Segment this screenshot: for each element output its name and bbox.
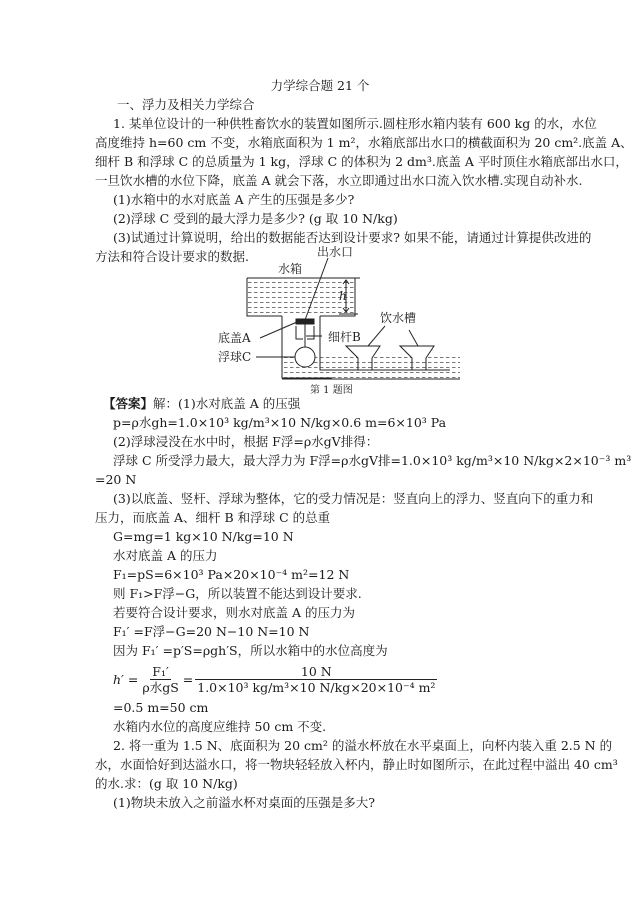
answer-line: 浮球 C 所受浮力最大，最大浮力为 F浮=ρ水gV排=1.0×10³ kg/m³×10 N/kg×2×10⁻³ m³ <box>113 453 632 468</box>
q2-text-line: 水，水面恰好到达溢水口，将一物块轻轻放入杯内，静止时如图所示，在此过程中溢出 40 cm³ <box>95 757 618 772</box>
q1-subquestion-1: (1)水箱中的水对底盖 A 产生的压强是多少? <box>113 192 355 207</box>
label-trough: 饮水槽 <box>380 311 417 325</box>
answer-line: (2)浮球浸没在水中时，根据 F浮=ρ水gV排得： <box>113 434 379 449</box>
q2-text-line: 的水.求：(g 取 10 N/kg) <box>95 776 238 791</box>
label-tank: 水箱 <box>278 262 303 276</box>
answer-line: =20 N <box>95 472 137 487</box>
q1-subquestion-3-cont: 方法和符合设计要求的数据. <box>95 249 249 264</box>
answer-line: p=ρ水gh=1.0×10³ kg/m³×10 N/kg×0.6 m=6×10³ Pa <box>113 415 447 430</box>
q1-text-line: 一旦饮水槽的水位下降，底盖 A 就会下落，水立即通过出水口流入饮水槽.实现自动补水. <box>95 173 583 188</box>
answer-line: G=mg=1 kg×10 N/kg=10 N <box>113 529 294 544</box>
figure-caption: 第 1 题图 <box>310 385 353 396</box>
page-title: 力学综合题 21 个 <box>270 78 370 93</box>
figure-water-tank-diagram <box>200 240 460 400</box>
fraction-1-numerator: F₁′ <box>152 664 169 679</box>
answer-line: 则 F₁>F浮−G，所以装置不能达到设计要求. <box>113 586 362 601</box>
answer-conclusion: 水箱内水位的高度应维持 50 cm 不变. <box>113 719 327 734</box>
fraction-2-denominator: 1.0×10³ kg/m³×10 N/kg×20×10⁻⁴ m² <box>197 680 436 695</box>
q1-subquestion-2: (2)浮球 C 受到的最大浮力是多少? (g 取 10 N/kg) <box>113 211 398 226</box>
label-outlet: 出水口 <box>317 245 354 259</box>
fraction-2 <box>195 664 437 695</box>
q2-text-line: 2. 将一重为 1.5 N、底面积为 20 cm² 的溢水杯放在水平桌面上，向杯内装入重 2.5 N 的 <box>113 738 613 753</box>
q2-subquestion-1: (1)物块未放入之前溢水杯对桌面的压强是多大? <box>113 795 375 810</box>
formula-h-prime <box>113 664 439 695</box>
float-ball-c <box>295 347 315 367</box>
q1-text-line: 细杆 B 和浮球 C 的总质量为 1 kg，浮球 C 的体积为 2 dm³.底盖 A 平时顶住水箱底部出水口， <box>95 154 628 169</box>
label-ball-c: 浮球C <box>218 350 252 364</box>
answer-line: 因为 F₁′ =p′S=ρgh′S，所以水箱中的水位高度为 <box>113 643 388 658</box>
label-cover-a: 底盖A <box>218 331 251 345</box>
section-heading: 一、浮力及相关力学综合 <box>117 97 255 112</box>
answer-line: 压力，而底盖 A、细杆 B 和浮球 C 的总重 <box>95 510 331 525</box>
fraction-1 <box>140 664 180 695</box>
q1-text-line: 1. 某单位设计的一种供牲畜饮水的装置如图所示.圆柱形水箱内装有 600 kg 的水，水位 <box>113 116 597 131</box>
formula-equals: = <box>182 672 194 687</box>
answer-line: 若要符合设计要求，则水对底盖 A 的压力为 <box>113 605 355 620</box>
q1-subquestion-3: (3)试通过计算说明，给出的数据能否达到设计要求? 如果不能，请通过计算提供改进的 <box>113 230 592 245</box>
answer-tag: 【答案】 <box>103 396 154 411</box>
answer-line: (3)以底盖、竖杆、浮球为整体，它的受力情况是：竖直向上的浮力、竖直向下的重力和 <box>113 491 594 506</box>
answer-intro: 解：(1)水对底盖 A 的压强 <box>153 396 301 411</box>
fraction-1-denominator: ρ水gS <box>142 680 179 695</box>
answer-line: 水对底盖 A 的压力 <box>113 548 218 563</box>
answer-heading <box>103 396 300 412</box>
q1-text-line: 高度维持 h=60 cm 不变，水箱底面积为 1 m²，水箱底部出水口的横截面积为 20 cm².底盖 A、 <box>95 135 633 150</box>
h-label: h <box>339 289 347 303</box>
answer-line: F₁′ =F浮−G=20 N−10 N=10 N <box>113 624 310 639</box>
formula-lhs: h′ = <box>113 672 139 687</box>
fraction-2-numerator: 10 N <box>195 664 437 680</box>
answer-line: F₁=pS=6×10³ Pa×20×10⁻⁴ m²=12 N <box>113 567 350 582</box>
answer-result: =0.5 m=50 cm <box>113 700 209 715</box>
label-rod-b: 细杆B <box>328 330 361 344</box>
